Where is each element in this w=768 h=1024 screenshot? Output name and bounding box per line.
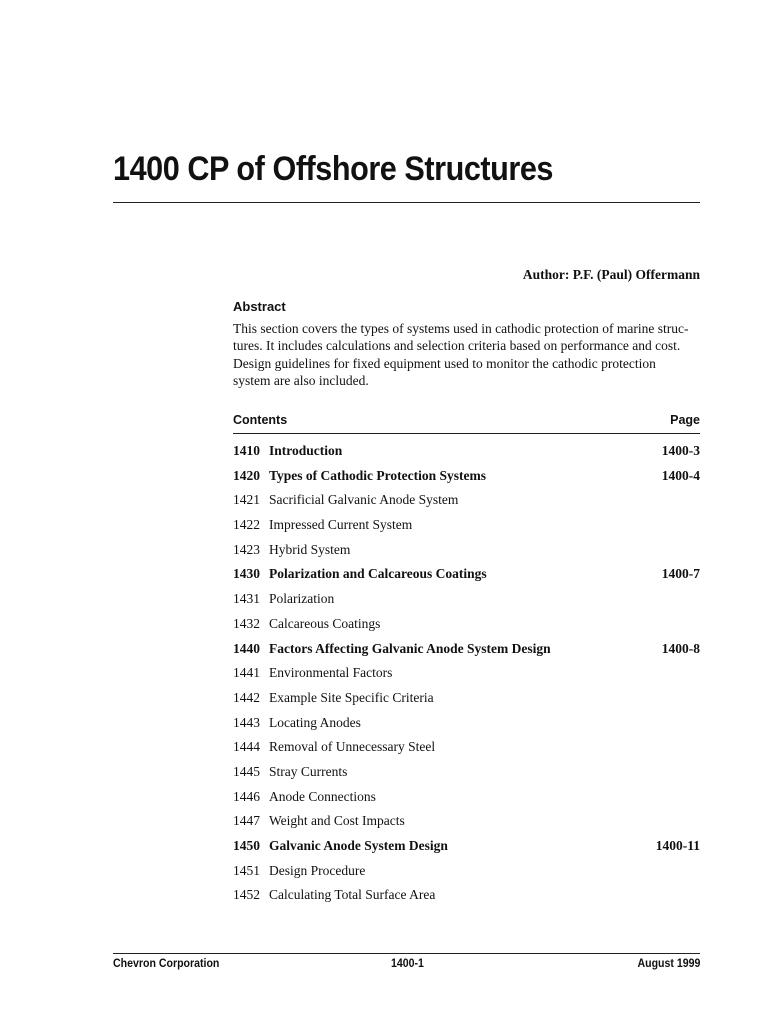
toc-section-number: 1443 [233, 714, 260, 730]
contents-heading: Contents [233, 413, 288, 427]
footer-date: August 1999 [637, 958, 700, 970]
toc-section-title: Calculating Total Surface Area [269, 887, 436, 903]
toc-section-row[interactable] [233, 441, 700, 466]
toc-section-row[interactable] [233, 466, 700, 491]
toc-subsection-row[interactable] [233, 490, 700, 515]
toc-subsection-row[interactable] [233, 515, 700, 540]
toc-section-title: Hybrid System [269, 541, 351, 557]
toc-page-number: 1400-4 [661, 467, 700, 483]
toc-page-number: 1400-8 [661, 640, 700, 656]
contents-header [233, 413, 700, 431]
abstract-line: tures. It includes calculations and selection criteria based on performance and cost. [233, 338, 681, 354]
toc-section-number: 1450 [233, 838, 260, 853]
toc-section-title: Galvanic Anode System Design [269, 838, 448, 853]
toc-section-title: Removal of Unnecessary Steel [269, 739, 436, 755]
abstract-line: Design guidelines for fixed equipment used to monitor the cathodic protection [233, 355, 656, 371]
toc-section-title: Locating Anodes [269, 714, 361, 730]
toc-section-number: 1446 [233, 788, 260, 804]
toc-subsection-row[interactable] [233, 614, 700, 639]
toc-section-number: 1432 [233, 615, 260, 631]
toc-section-title: Factors Affecting Galvanic Anode System Design [269, 640, 551, 656]
toc-subsection-row[interactable] [233, 688, 700, 713]
toc-section-title: Environmental Factors [269, 665, 393, 681]
table-of-contents [233, 441, 700, 910]
abstract-body [233, 320, 703, 389]
page-column-heading: Page [670, 413, 700, 427]
toc-section-title: Types of Cathodic Protection Systems [269, 467, 486, 483]
page-title: 1400 CP of Offshore Structures [113, 150, 553, 188]
toc-section-title: Anode Connections [269, 788, 376, 804]
abstract-heading: Abstract [233, 299, 286, 314]
footer-page-number: 1400-1 [391, 958, 424, 970]
toc-subsection-row[interactable] [233, 737, 700, 762]
toc-subsection-row[interactable] [233, 762, 700, 787]
toc-subsection-row[interactable] [233, 885, 700, 910]
toc-section-number: 1410 [233, 443, 260, 458]
toc-section-row[interactable] [233, 564, 700, 589]
toc-section-title: Polarization [269, 591, 335, 607]
toc-section-number: 1423 [233, 541, 260, 557]
toc-section-number: 1431 [233, 591, 260, 607]
toc-subsection-row[interactable] [233, 811, 700, 836]
toc-subsection-row[interactable] [233, 540, 700, 565]
toc-section-row[interactable] [233, 836, 700, 861]
footer-company: Chevron Corporation [113, 958, 220, 970]
abstract-line: system are also included. [233, 372, 369, 388]
toc-section-number: 1444 [233, 739, 260, 755]
toc-section-number: 1422 [233, 517, 260, 533]
toc-section-number: 1452 [233, 887, 260, 903]
toc-section-number: 1421 [233, 492, 260, 508]
abstract-line: This section covers the types of systems used in cathodic protection of marine struc- [233, 321, 689, 336]
title-divider [113, 202, 700, 203]
footer-divider [113, 953, 700, 954]
toc-section-title: Stray Currents [269, 763, 348, 779]
toc-subsection-row[interactable] [233, 713, 700, 738]
toc-section-number: 1451 [233, 862, 260, 878]
toc-subsection-row[interactable] [233, 787, 700, 812]
toc-page-number: 1400-3 [661, 443, 700, 458]
toc-section-number: 1447 [233, 813, 260, 829]
toc-section-number: 1430 [233, 566, 260, 582]
toc-section-title: Impressed Current System [269, 517, 413, 533]
toc-section-title: Polarization and Calcareous Coatings [269, 566, 487, 582]
toc-page-number: 1400-11 [655, 838, 700, 853]
contents-divider [233, 433, 700, 434]
author-line: Author: P.F. (Paul) Offermann [522, 267, 700, 282]
toc-section-row[interactable] [233, 639, 700, 664]
toc-section-number: 1440 [233, 640, 260, 656]
toc-section-number: 1442 [233, 689, 260, 705]
toc-section-number: 1445 [233, 763, 260, 779]
toc-page-number: 1400-7 [661, 566, 700, 582]
toc-section-title: Design Procedure [269, 862, 366, 878]
toc-section-number: 1441 [233, 665, 260, 681]
toc-section-title: Sacrificial Galvanic Anode System [269, 492, 459, 508]
toc-section-title: Example Site Specific Criteria [269, 689, 434, 705]
toc-subsection-row[interactable] [233, 589, 700, 614]
toc-subsection-row[interactable] [233, 861, 700, 886]
toc-section-title: Weight and Cost Impacts [269, 813, 405, 829]
toc-subsection-row[interactable] [233, 663, 700, 688]
toc-section-title: Introduction [269, 443, 343, 458]
toc-section-number: 1420 [233, 467, 260, 483]
toc-section-title: Calcareous Coatings [269, 615, 381, 631]
